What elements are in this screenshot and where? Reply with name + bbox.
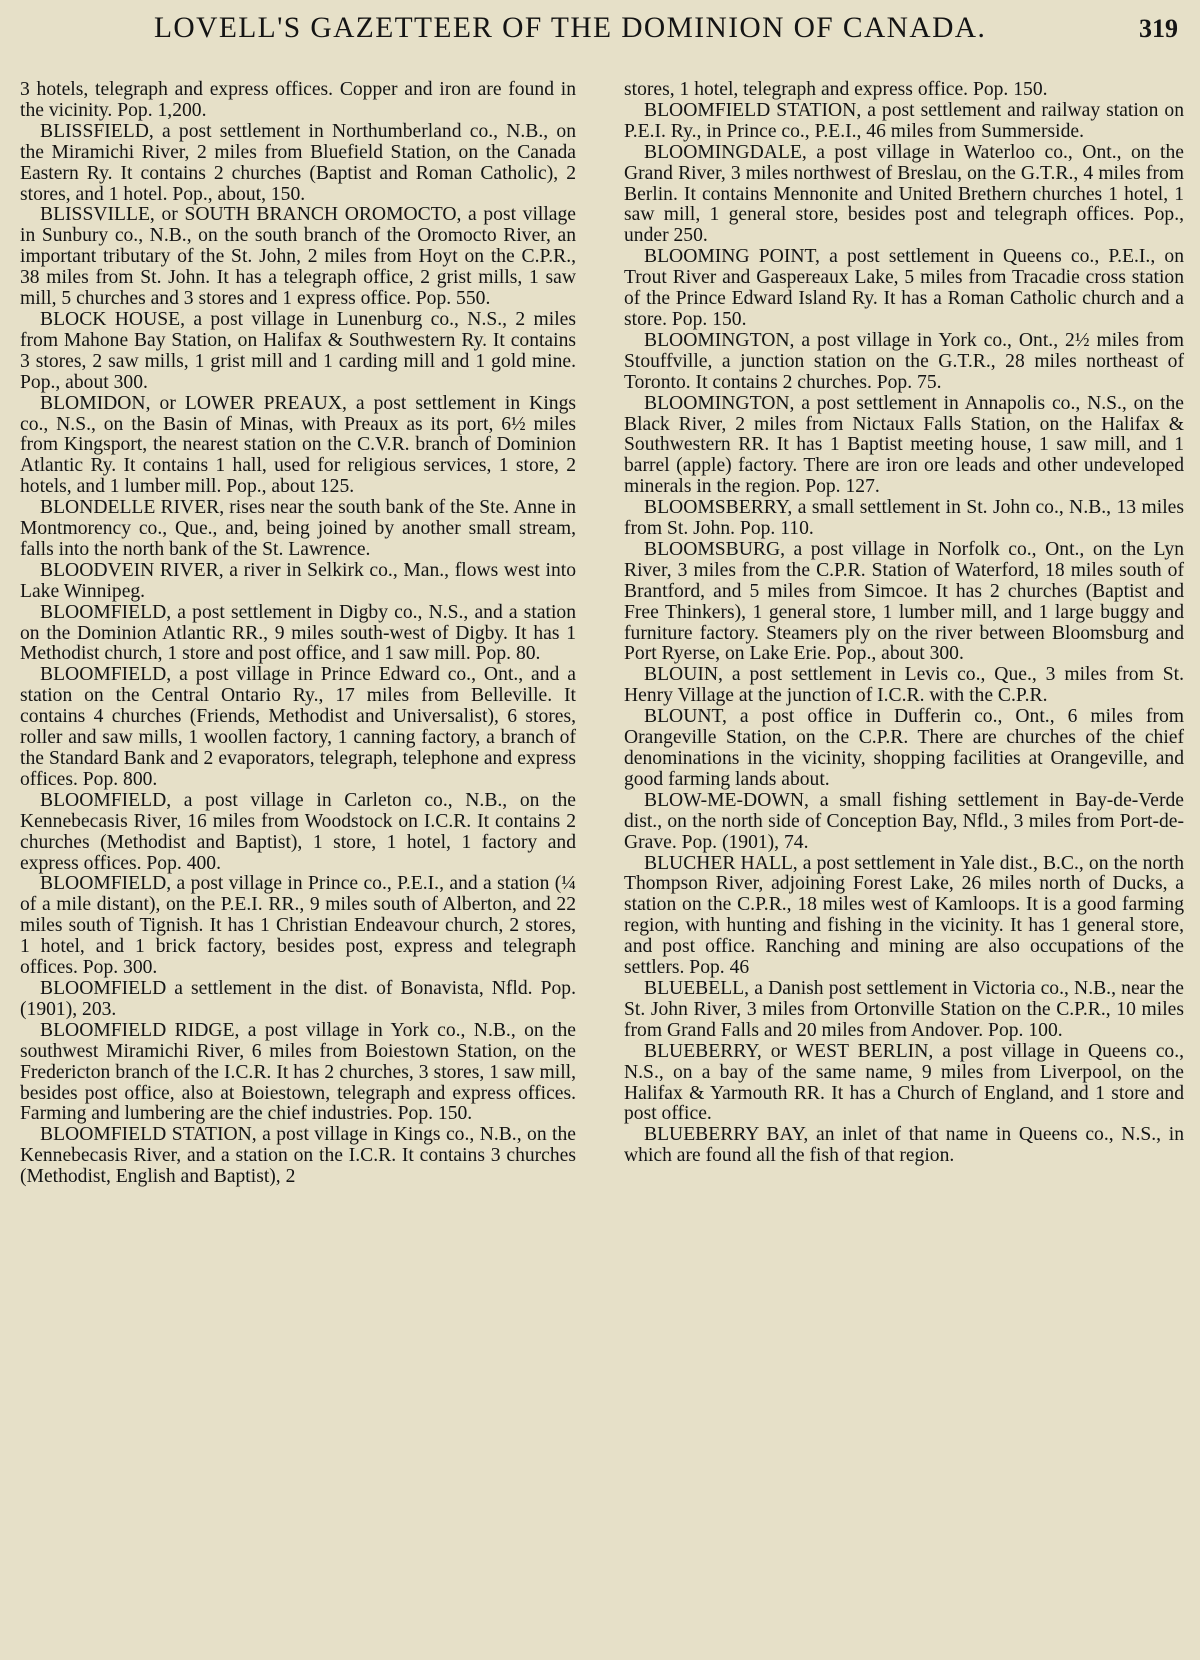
entry-blissfield: BLISSFIELD, a post settlement in Northumberland co., N.B., on the Miramichi River, 2 miles from Bluefield Station, on the Canada Eastern Ry. It contains 2 churches (Baptist and Roman Catholic), 2 stores, and 1 hotel. Pop., about, 150. bbox=[20, 120, 576, 205]
entry-bloomfield-station-kings: BLOOMFIELD STATION, a post village in Kings co., N.B., on the Kennebecasis River, and a station on the I.C.R. It contains 3 churches (Methodist, English and Baptist), 2 bbox=[20, 1124, 576, 1188]
entry-blueberry: BLUEBERRY, or WEST BERLIN, a post village in Queens co., N.S., on a bay of the same name, 9 miles from Liverpool, on the Halifax & Yarmouth RR. It has a Church of England, and 1 store and post office. bbox=[624, 1040, 1184, 1125]
left-column bbox=[20, 80, 576, 1188]
entry-bloomfield-bonavista: BLOOMFIELD a settlement in the dist. of Bonavista, Nfld. Pop. (1901), 203. bbox=[20, 977, 576, 1020]
entry-bloomfield-prince-pei: BLOOMFIELD, a post village in Prince co., P.E.I., and a station (¼ of a mile distant), on the P.E.I. RR., 9 miles south of Alberton, and 22 miles south of Tignish. It has 1 Christian Endeavour church, 2 stores, 1 hotel, and 1 brick factory, besides post, express and telegraph offices. Pop. 300. bbox=[20, 873, 576, 979]
right-column bbox=[624, 80, 1184, 1188]
entry-blissville: BLISSVILLE, or SOUTH BRANCH OROMOCTO, a post village in Sunbury co., N.B., on the south branch of the Oromocto River, an important tributary of the St. John, 2 miles from Hoyt on the C.P.R., 38 miles from St. John. It has a telegraph office, 2 grist mills, 1 saw mill, 5 churches and 3 stores and 1 express office. Pop. 550. bbox=[20, 204, 576, 310]
entry-bloomfield-carleton: BLOOMFIELD, a post village in Carleton co., N.B., on the Kennebecasis River, 16 miles from Woodstock on I.C.R. It contains 2 churches (Methodist and Baptist), 1 store, 1 hotel, 1 factory and express offices. Pop. 400. bbox=[20, 789, 576, 874]
entry-blueberry-bay: BLUEBERRY BAY, an inlet of that name in Queens co., N.S., in which are found all the fish of that region. bbox=[624, 1124, 1184, 1167]
entry-bloomsburg: BLOOMSBURG, a post village in Norfolk co., Ont., on the Lyn River, 3 miles from the C.P.R. Station of Waterford, 18 miles south of Brantford, and 5 miles from Simcoe. It has 2 churches (Baptist and Free Thinkers), 1 general store, 1 lumber mill, and 1 large buggy and furniture factory. Steamers ply on the river between Bloomsburg and Port Ryerse, on Lake Erie. Pop., about 300. bbox=[624, 538, 1184, 665]
entry-bloomfield-digby: BLOOMFIELD, a post settlement in Digby co., N.S., and a station on the Dominion Atlantic RR., 9 miles south-west of Digby. It has 1 Methodist church, 1 store and post office, and 1 saw mill. Pop. 80. bbox=[20, 601, 576, 665]
page-header bbox=[20, 12, 1184, 64]
entry-blucher-hall: BLUCHER HALL, a post settlement in Yale dist., B.C., on the north Thompson River, adjoining Forest Lake, 26 miles north of Ducks, a station on the C.P.R., 18 miles west of Kamloops. It is a good farming region, with hunting and fishing in the vicinity. It has 1 general store, and post office. Ranching and mining are also occupations of the settlers. Pop. 46 bbox=[624, 852, 1184, 979]
entry-bloomfield-ridge: BLOOMFIELD RIDGE, a post village in York co., N.B., on the southwest Miramichi River, 6 miles from Boiestown Station, on the Fredericton branch of the I.C.R. It has 2 churches, 3 stores, 1 saw mill, besides post office, also at Boiestown, telegraph and express offices. Farming and lumbering are the chief industries. Pop. 150. bbox=[20, 1019, 576, 1125]
entry-bloomington-york: BLOOMINGTON, a post village in York co., Ont., 2½ miles from Stouffville, a junction station on the G.T.R., 28 miles northeast of Toronto. It contains 2 churches. Pop. 75. bbox=[624, 329, 1184, 393]
text-columns bbox=[20, 80, 1184, 1188]
entry-blondelle-river: BLONDELLE RIVER, rises near the south bank of the Ste. Anne in Montmorency co., Que., and, being joined by another small stream, falls into the north bank of the St. Lawrence. bbox=[20, 497, 576, 560]
entry-blow-me-down: BLOW-ME-DOWN, a small fishing settlement in Bay-de-Verde dist., on the north side of Conception Bay, Nfld., 3 miles from Port-de-Grave. Pop. (1901), 74. bbox=[624, 789, 1184, 853]
entry-bluebell: BLUEBELL, a Danish post settlement in Victoria co., N.B., near the St. John River, 3 miles from Ortonville Station on the C.P.R., 10 miles from Grand Falls and 20 miles from Andover. Pop. 100. bbox=[624, 977, 1184, 1041]
entry-blouin: BLOUIN, a post settlement in Levis co., Que., 3 miles from St. Henry Village at the junction of I.C.R. with the C.P.R. bbox=[624, 664, 1184, 707]
running-head: LOVELL'S GAZETTEER OF THE DOMINION OF CANADA. bbox=[154, 12, 987, 44]
entry-bloomingdale: BLOOMINGDALE, a post village in Waterloo co., Ont., on the Grand River, 3 miles northwest of Breslau, on the G.T.R., 4 miles from Berlin. It contains Mennonite and United Brethern churches 1 hotel, 1 saw mill, 1 general store, besides post and telegraph offices. Pop., under 250. bbox=[624, 141, 1184, 247]
entry-bloomfield-station-pei: BLOOMFIELD STATION, a post settlement and railway station on P.E.I. Ry., in Prince co., P.E.I., 46 miles from Summerside. bbox=[624, 99, 1184, 142]
entry-blomidon: BLOMIDON, or LOWER PREAUX, a post settlement in Kings co., N.S., on the Basin of Minas, with Preaux as its port, 6½ miles from Kingsport, the nearest station on the C.V.R. branch of Dominion Atlantic Ry. It contains 1 hall, used for religious services, 1 store, 2 hotels, and 1 lumber mill. Pop., about 125. bbox=[20, 392, 576, 498]
entry-bloomsberry: BLOOMSBERRY, a small settlement in St. John co., N.B., 13 miles from St. John. Pop. 110. bbox=[624, 497, 1184, 540]
entry-blount: BLOUNT, a post office in Dufferin co., Ont., 6 miles from Orangeville Station, on the C.P.R. There are churches of the chief denominations in the vicinity, shopping facilities at Orangeville, and good farming lands about. bbox=[624, 706, 1184, 790]
entry-continuation: 3 hotels, telegraph and express offices. Copper and iron are found in the vicinity. Pop. 1,200. bbox=[20, 79, 576, 121]
entry-blooming-point: BLOOMING POINT, a post settlement in Queens co., P.E.I., on Trout River and Gaspereaux Lake, 5 miles from Tracadie cross station of the Prince Edward Island Ry. It has a Roman Catholic church and a store. Pop. 150. bbox=[624, 246, 1184, 330]
entry-bloodvein-river: BLOODVEIN RIVER, a river in Selkirk co., Man., flows west into Lake Winnipeg. bbox=[20, 559, 576, 602]
page-number: 319 bbox=[1139, 14, 1178, 43]
entry-continuation: stores, 1 hotel, telegraph and express office. Pop. 150. bbox=[624, 79, 1048, 100]
entry-bloomington-annapolis: BLOOMINGTON, a post settlement in Annapolis co., N.S., on the Black River, 2 miles from Nictaux Falls Station, on the Halifax & Southwestern RR. It has 1 Baptist meeting house, 1 saw mill, and 1 barrel (apple) factory. There are iron ore leads and other undeveloped minerals in the region. Pop. 127. bbox=[624, 392, 1184, 498]
entry-bloomfield-prince-edward: BLOOMFIELD, a post village in Prince Edward co., Ont., and a station on the Central Ontario Ry., 17 miles from Belleville. It contains 4 churches (Friends, Methodist and Universalist), 6 stores, roller and saw mills, 1 woollen factory, 1 canning factory, a branch of the Standard Bank and 2 evaporators, telegraph, telephone and express offices. Pop. 800. bbox=[20, 664, 576, 790]
entry-block-house: BLOCK HOUSE, a post village in Lunenburg co., N.S., 2 miles from Mahone Bay Station, on Halifax & Southwestern Ry. It contains 3 stores, 2 saw mills, 1 grist mill and 1 carding mill and 1 gold mine. Pop., about 300. bbox=[20, 308, 576, 393]
